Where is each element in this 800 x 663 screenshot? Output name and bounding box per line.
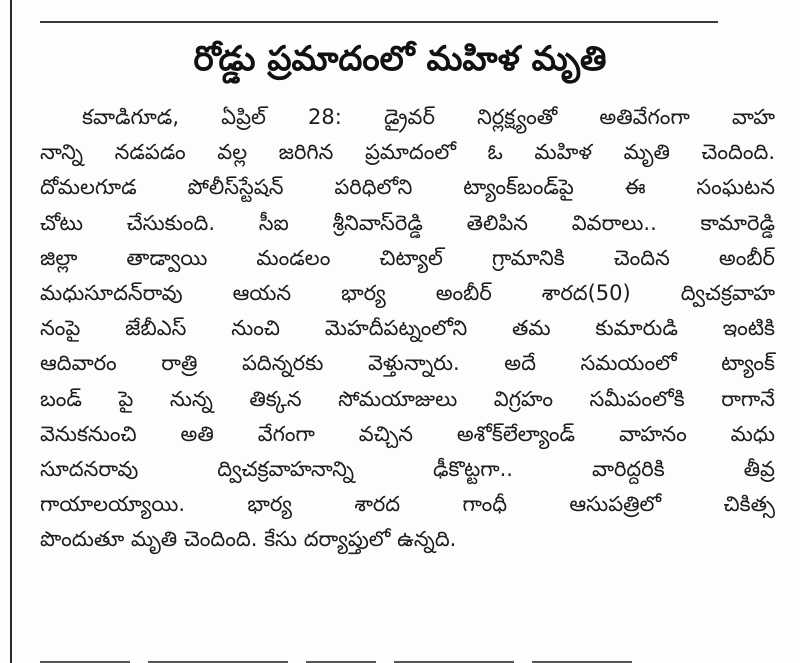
article-line: పొందుతూ మృతి చెందింది. కేసు దర్యాప్తులో ఉన్నది. (40, 527, 457, 552)
article-line: నంపై జేబీఎస్ నుంచి మెహదీపట్నంలోని తమ కుమారుడి ఇంటికి (40, 316, 775, 341)
article-line: సూదనరావు ద్విచక్రవాహనాన్ని ఢీకొట్టగా.. వారిద్దరికి తీవ్ర (40, 456, 775, 481)
cropped-next-text-fragment (40, 650, 740, 663)
article-line: మధుసూదన్‌రావు ఆయన భార్య అంబీర్ శారద(50) ద్విచక్రవాహ (40, 280, 775, 305)
article-headline: రోడ్డు ప్రమాదంలో మహిళ మృతి (193, 39, 607, 79)
article-line: ఆదివారం రాత్రి పదిన్నరకు వెళ్తున్నారు. అదే సమయంలో ట్యాంక్ (40, 351, 775, 376)
cropped-previous-article-fragment (40, 0, 730, 8)
top-divider-rule (40, 21, 718, 23)
article-body (40, 100, 775, 557)
left-column-rule (10, 0, 12, 663)
article-line: నాన్ని నడపడం వల్ల జరిగిన ప్రమాదంలో ఓ మహిళ మృతి చెందింది. (40, 140, 775, 165)
article-line: చోటు చేసుకుంది. సీఐ శ్రీనివాస్‌రెడ్డి తెలిపిన వివరాలు.. కామారెడ్డి (40, 210, 775, 235)
article-line: దోమలగూడ పోలీస్‌స్టేషన్ పరిధిలోని ట్యాంక్‌బండ్‌పై ఈ సంఘటన (40, 175, 775, 200)
article-line: వెనుకనుంచి అతి వేగంగా వచ్చిన అశోక్‌లేల్యాండ్ వాహనం మధు (40, 421, 775, 446)
article-line: గాయాలయ్యాయి. భార్య శారద గాంధీ ఆసుపత్రిలో చికిత్స (40, 492, 775, 517)
article-line: కవాడిగూడ, ఏప్రిల్ 28: డ్రైవర్ నిర్లక్ష్యంతో అతివేగంగా వాహ (82, 105, 775, 129)
article-line: బండ్ పై నున్న తిక్కన సోమయాజులు విగ్రహం సమీపంలోకి రాగానే (40, 386, 775, 411)
article-line: జిల్లా తాడ్వాయి మండలం చిట్యాల్ గ్రామానికి చెందిన అంబీర్ (40, 245, 775, 270)
